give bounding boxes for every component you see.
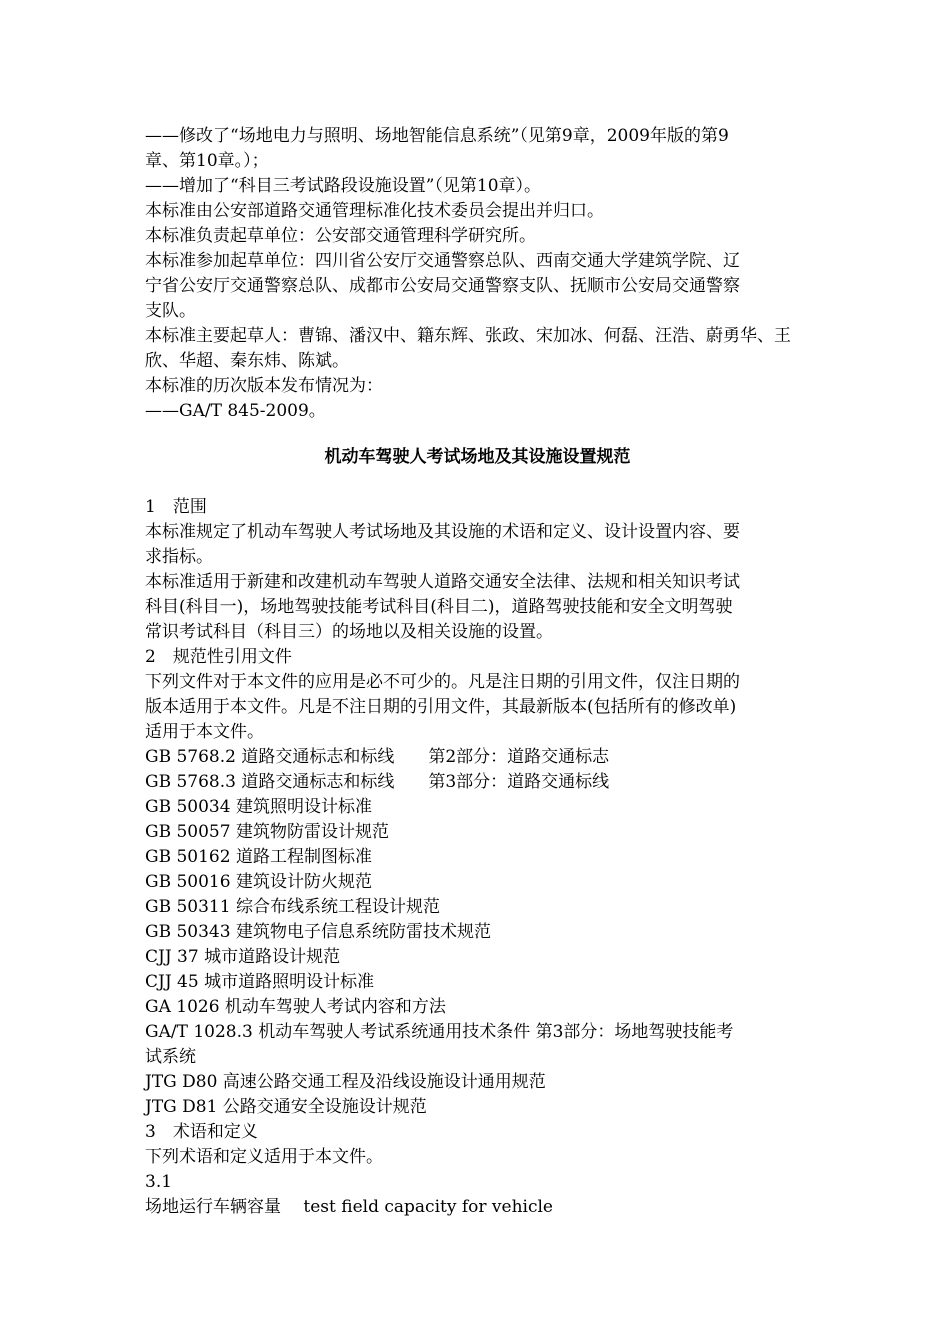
term-number: 3.1 [145,1172,173,1192]
preface-line: 欣、华超、秦东炜、陈斌。 [145,351,349,371]
section-normative-references [145,645,810,745]
paragraph-line: 适用于本文件。 [145,722,264,742]
reference-item: JTG D81 公路交通安全设施设计规范 [145,1097,427,1117]
document-page [145,124,810,1220]
paragraph-line: 本标准规定了机动车驾驶人考试场地及其设施的术语和定义、设计设置内容、要 [145,522,740,542]
reference-item: JTG D80 高速公路交通工程及沿线设施设计通用规范 [145,1072,546,1092]
section-heading: 3 术语和定义 [145,1122,258,1142]
paragraph-line: 下列术语和定义适用于本文件。 [145,1147,383,1167]
reference-item: GB 5768.2 道路交通标志和标线 第2部分：道路交通标志 [145,747,610,767]
term-entry: 场地运行车辆容量 test field capacity for vehicle [145,1197,553,1217]
reference-item: GB 50057 建筑物防雷设计规范 [145,822,389,842]
preface-block [145,124,810,424]
paragraph-line: 下列文件对于本文件的应用是必不可少的。凡是注日期的引用文件，仅注日期的 [145,672,740,692]
reference-item: GB 50034 建筑照明设计标准 [145,797,372,817]
reference-item: GB 50343 建筑物电子信息系统防雷技术规范 [145,922,491,942]
paragraph-line: 版本适用于本文件。凡是不注日期的引用文件，其最新版本(包括所有的修改单) [145,697,737,717]
preface-line: 支队。 [145,301,196,321]
paragraph-line: 求指标。 [145,547,213,567]
paragraph-line: 科目(科目一)，场地驾驶技能考试科目(科目二)，道路驾驶技能和安全文明驾驶 [145,597,733,617]
reference-item: CJJ 37 城市道路设计规范 [145,947,341,967]
section-terms-definitions [145,1120,810,1220]
preface-line: ——修改了“场地电力与照明、场地智能信息系统”（见第9章，2009年版的第9 [145,126,729,146]
preface-line: 本标准负责起草单位：公安部交通管理科学研究所。 [145,226,536,246]
preface-line: 章、第10章。）； [145,151,269,171]
preface-line: 本标准参加起草单位：四川省公安厅交通警察总队、西南交通大学建筑学院、辽 [145,251,740,271]
reference-item: GA 1026 机动车驾驶人考试内容和方法 [145,997,446,1017]
reference-item: GB 5768.3 道路交通标志和标线 第3部分：道路交通标线 [145,772,610,792]
section-scope [145,495,810,645]
reference-list [145,745,810,1120]
preface-line: ——GA/T 845-2009。 [145,401,326,421]
reference-item: GB 50016 建筑设计防火规范 [145,872,372,892]
paragraph-line: 常识考试科目（科目三）的场地以及相关设施的设置。 [145,622,553,642]
document-title: 机动车驾驶人考试场地及其设施设置规范 [324,447,631,467]
section-heading: 1 范围 [145,497,207,517]
section-heading: 2 规范性引用文件 [145,647,292,667]
preface-line: 本标准的历次版本发布情况为： [145,376,383,396]
paragraph-line: 本标准适用于新建和改建机动车驾驶人道路交通安全法律、法规和相关知识考试 [145,572,740,592]
preface-line: 本标准由公安部道路交通管理标准化技术委员会提出并归口。 [145,201,604,221]
reference-item: CJJ 45 城市道路照明设计标准 [145,972,375,992]
reference-item: 试系统 [145,1047,196,1067]
reference-item: GB 50311 综合布线系统工程设计规范 [145,897,440,917]
reference-item: GA/T 1028.3 机动车驾驶人考试系统通用技术条件 第3部分：场地驾驶技能考 [145,1022,734,1042]
preface-line: 本标准主要起草人：曹锦、潘汉中、籍东辉、张政、宋加冰、何磊、汪浩、蔚勇华、王 [145,326,791,346]
preface-line: ——增加了“科目三考试路段设施设置”（见第10章）。 [145,176,542,196]
reference-item: GB 50162 道路工程制图标准 [145,847,372,867]
preface-line: 宁省公安厅交通警察总队、成都市公安局交通警察支队、抚顺市公安局交通警察 [145,276,740,296]
